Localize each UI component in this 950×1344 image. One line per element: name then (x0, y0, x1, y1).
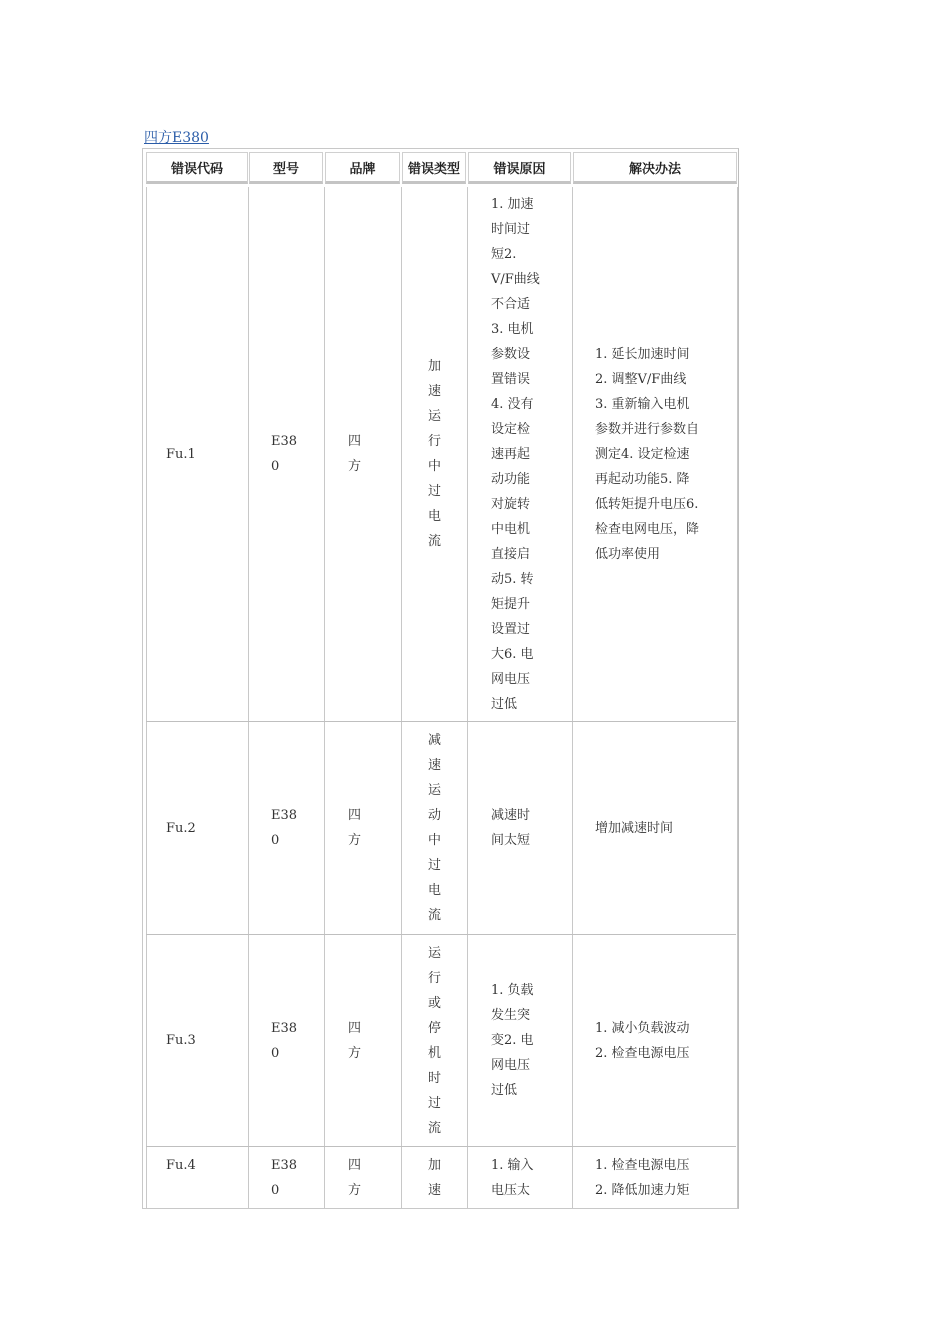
table-row-3-type (402, 935, 467, 1146)
error-type-char: 或 (427, 995, 441, 1011)
error-type-char: 行 (427, 434, 441, 449)
header-error-code: 错误代码 (146, 152, 248, 184)
table-row-2-model: E38 0 (271, 808, 298, 848)
header-brand: 品牌 (325, 152, 400, 184)
error-type-char: 行 (427, 970, 441, 986)
error-type-char: 流 (427, 534, 441, 549)
column-divider (737, 187, 738, 1209)
error-type-char: 减 (427, 733, 441, 748)
row-divider (146, 1146, 736, 1147)
table-row-4-solution: 1. 检查电源电压 2. 降低加速力矩 (595, 1158, 690, 1198)
error-type-char: 中 (427, 833, 441, 848)
error-type-char: 速 (427, 384, 441, 399)
table-row-1-code: Fu.1 (166, 446, 196, 462)
column-divider (146, 187, 147, 1209)
table-row-3-code: Fu.3 (166, 1033, 196, 1048)
table-row-2-cause: 减速时 间太短 (491, 808, 531, 848)
column-divider (572, 187, 573, 1209)
table-row-3-cause: 1. 负载 发生突 变2. 电 网电压 过低 (491, 983, 534, 1098)
error-type-char: 流 (427, 1120, 441, 1136)
error-type-char: 过 (427, 1095, 441, 1111)
column-divider (467, 187, 468, 1209)
column-divider (324, 187, 325, 1209)
table-row-3-model: E38 0 (271, 1020, 298, 1061)
error-type-char: 时 (427, 1070, 441, 1086)
table-row-4-code: Fu.4 (166, 1158, 196, 1173)
error-type-char: 加 (427, 359, 441, 374)
table-row-1-cause: 1. 加速 时间过 短2. V/F曲线 不合适 3. 电机 参数设 置错误 4. 没有 设定检 速再起 动功能 对旋转 中电机 直接启 动5. 转 矩提升 设置过 大6. 电 网电压 过低 (491, 196, 540, 712)
error-type-char: 速 (427, 1183, 441, 1198)
table-row-3-brand: 四 方 (348, 1020, 362, 1061)
error-type-char: 中 (427, 459, 441, 474)
table-row-4-cause: 1. 输入 电压太 (491, 1158, 534, 1198)
error-type-char: 电 (427, 883, 441, 898)
error-type-char: 加 (427, 1158, 441, 1173)
header-model: 型号 (249, 152, 323, 184)
table-row-1-model: E38 0 (271, 434, 298, 474)
error-type-char: 运 (427, 945, 441, 961)
table-row-4-type (402, 1153, 467, 1208)
page-title-link[interactable]: 四方E380 (144, 130, 209, 146)
error-type-char: 机 (427, 1045, 441, 1061)
error-type-char: 过 (427, 858, 441, 873)
error-type-char: 流 (427, 908, 441, 923)
column-divider (248, 187, 249, 1209)
table-row-2-solution: 增加减速时间 (595, 820, 674, 836)
error-type-char: 运 (427, 783, 441, 798)
header-error-cause: 错误原因 (468, 152, 571, 184)
error-type-char: 停 (427, 1020, 441, 1036)
table-row-4-model: E38 0 (271, 1158, 298, 1198)
table-row-2-code: Fu.2 (166, 820, 196, 836)
table-row-2-brand: 四 方 (348, 808, 362, 848)
header-error-type: 错误类型 (402, 152, 466, 184)
error-type-char: 速 (427, 758, 441, 773)
error-type-char: 动 (427, 808, 441, 823)
error-type-char: 过 (427, 484, 441, 499)
table-row-4-brand: 四 方 (348, 1158, 362, 1198)
error-code-table (142, 148, 739, 1209)
error-type-char: 电 (427, 509, 441, 524)
table-row-1-brand: 四 方 (348, 434, 362, 474)
table-row-1-solution: 1. 延长加速时间 2. 调整V/F曲线 3. 重新输入电机 参数并进行参数自 测定4. 设定检速 再起动功能5. 降 低转矩提升电压6. 检查电网电压，降 低功率使用 (595, 346, 700, 562)
error-type-char: 运 (427, 409, 441, 424)
table-row-2-type (402, 722, 467, 934)
table-row-3-solution: 1. 减小负载波动 2. 检查电源电压 (595, 1020, 690, 1061)
table-row-1-type (402, 187, 467, 721)
header-solution: 解决办法 (573, 152, 737, 184)
